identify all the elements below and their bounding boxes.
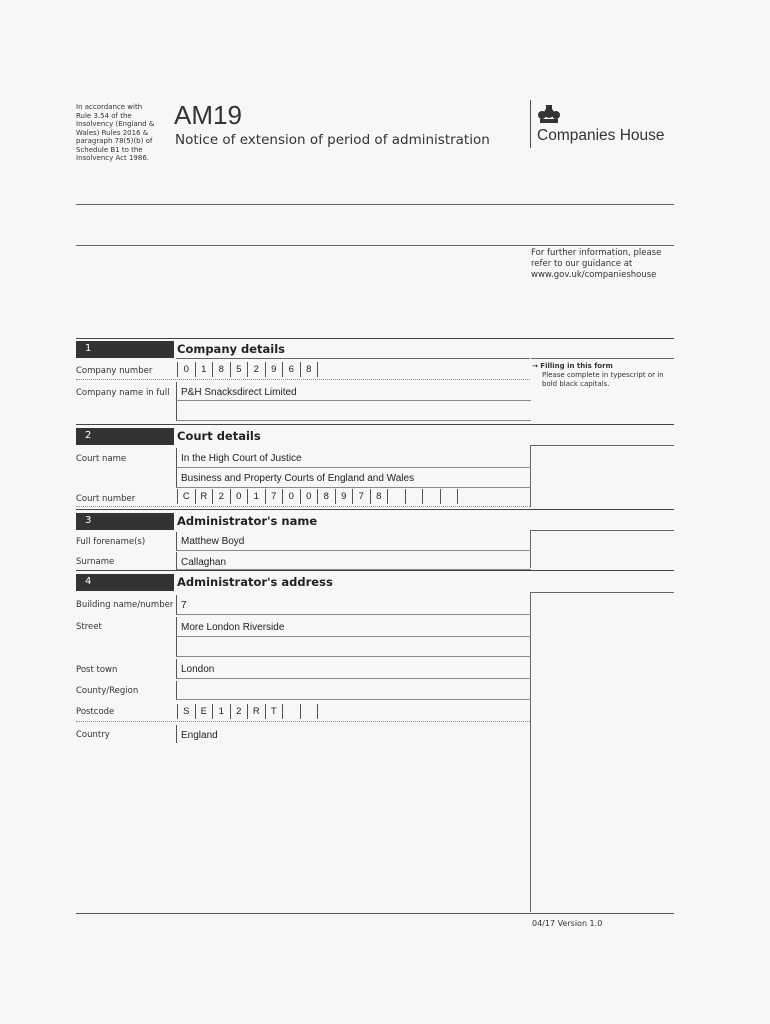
postcode-char-4[interactable]: 2: [230, 704, 248, 719]
company-number-label: Company number: [76, 366, 153, 376]
country-value: England: [181, 730, 218, 741]
country-field[interactable]: [176, 725, 531, 743]
forename-label: Full forename(s): [76, 537, 146, 547]
court-name-line1: In the High Court of Justice: [181, 453, 302, 464]
postcode-char-3[interactable]: 1: [212, 704, 230, 719]
court-number-char-9[interactable]: 8: [317, 489, 335, 504]
company-number-char-3[interactable]: 8: [212, 362, 230, 377]
court-number-char-2[interactable]: R: [195, 489, 213, 504]
section-administrator-name: [76, 513, 674, 530]
street-field-2[interactable]: [176, 637, 531, 657]
court-number-char-7[interactable]: 0: [282, 489, 300, 504]
court-number-char-16[interactable]: [440, 489, 459, 504]
postcode-char-7[interactable]: [282, 704, 300, 719]
company-number-boxes[interactable]: [177, 362, 318, 377]
section-title: Court details: [177, 429, 261, 443]
county-field[interactable]: [176, 681, 531, 700]
section-title: Administrator's address: [177, 575, 333, 589]
court-number-char-4[interactable]: 0: [230, 489, 248, 504]
court-number-char-11[interactable]: 7: [352, 489, 370, 504]
court-number-char-13[interactable]: [387, 489, 405, 504]
postcode-char-1[interactable]: S: [177, 704, 195, 719]
company-number-char-2[interactable]: 1: [195, 362, 213, 377]
building-field[interactable]: [176, 595, 531, 615]
town-label: Post town: [76, 665, 118, 675]
form-code: AM19: [174, 100, 242, 130]
postcode-boxes[interactable]: [177, 704, 318, 719]
town-field[interactable]: [176, 659, 531, 679]
filling-guidance: → Filling in this form Please complete in typescript or in bold black capitals.: [532, 362, 664, 388]
further-info: For further information, please refer to our guidance at www.gov.uk/companieshouse: [531, 248, 662, 280]
court-number-char-14[interactable]: [405, 489, 423, 504]
court-name-line2: Business and Property Courts of England and Wales: [181, 473, 415, 484]
crest-icon: [536, 103, 562, 125]
court-number-char-12[interactable]: 8: [370, 489, 388, 504]
street-label: Street: [76, 622, 102, 632]
street-value: More London Riverside: [181, 622, 285, 633]
company-name-value: P&H Snacksdirect Limited: [181, 387, 297, 398]
section-title: Administrator's name: [177, 514, 318, 528]
company-number-char-8[interactable]: 8: [300, 362, 319, 377]
postcode-char-5[interactable]: R: [247, 704, 265, 719]
brand-name: Companies House: [537, 127, 665, 144]
form-title: Notice of extension of period of administration: [175, 132, 490, 148]
surname-label: Surname: [76, 557, 115, 567]
section-number: 4: [85, 576, 92, 587]
court-number-char-3[interactable]: 2: [212, 489, 230, 504]
company-number-char-6[interactable]: 9: [265, 362, 283, 377]
section-title: Company details: [177, 342, 286, 356]
country-label: Country: [76, 730, 110, 740]
company-number-char-4[interactable]: 5: [230, 362, 248, 377]
court-number-label: Court number: [76, 494, 136, 504]
postcode-label: Postcode: [76, 707, 115, 717]
postcode-char-6[interactable]: T: [265, 704, 283, 719]
form-version: 04/17 Version 1.0: [532, 919, 603, 928]
building-label: Building name/number: [76, 600, 174, 610]
section-number: 2: [85, 430, 92, 441]
court-number-char-5[interactable]: 1: [247, 489, 265, 504]
section-number: 1: [85, 343, 92, 354]
court-number-char-15[interactable]: [422, 489, 440, 504]
town-value: London: [181, 664, 215, 675]
county-label: County/Region: [76, 686, 139, 696]
court-number-char-6[interactable]: 7: [265, 489, 283, 504]
section-company-details: [76, 341, 674, 358]
court-number-char-10[interactable]: 9: [335, 489, 353, 504]
company-number-char-1[interactable]: 0: [177, 362, 195, 377]
company-number-char-5[interactable]: 2: [247, 362, 265, 377]
company-name-label: Company name in full: [76, 388, 170, 398]
company-number-char-7[interactable]: 6: [282, 362, 300, 377]
court-number-char-1[interactable]: C: [177, 489, 195, 504]
section-court-details: [76, 428, 674, 445]
court-number-char-8[interactable]: 0: [300, 489, 318, 504]
building-value: 7: [181, 600, 187, 611]
postcode-char-2[interactable]: E: [195, 704, 213, 719]
company-name-field-2[interactable]: [176, 401, 531, 421]
postcode-char-8[interactable]: [300, 704, 319, 719]
court-number-boxes[interactable]: [177, 489, 458, 504]
section-number: 3: [85, 515, 92, 526]
rule-note: In accordance with Rule 3.54 of the Insolvency (England & Wales) Rules 2016 & paragraph 78(5)(b) of Schedule B1 to the Insolvency Act 1986.: [76, 103, 155, 162]
court-name-label: Court name: [76, 454, 127, 464]
surname-field[interactable]: [176, 552, 531, 570]
surname-value: Callaghan: [181, 557, 227, 568]
forename-value: Matthew Boyd: [181, 536, 245, 547]
section-administrator-address: [76, 574, 674, 591]
